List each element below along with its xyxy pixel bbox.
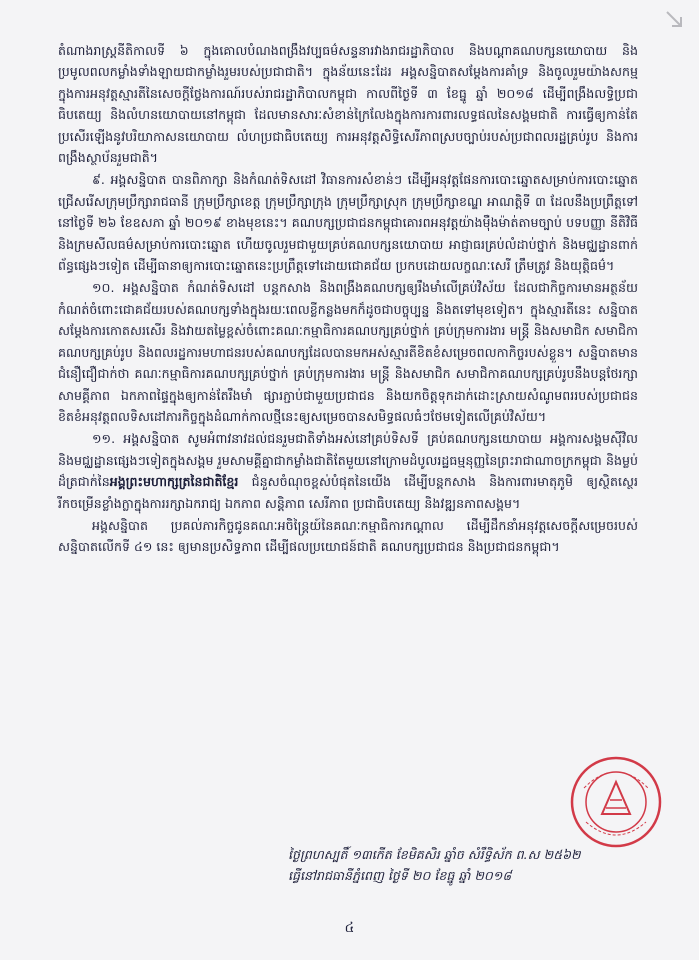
document-body [58, 40, 638, 558]
lunar-date-line: ថ្ងៃព្រហស្បតិ៍ ១៣កើត ខែមិគសិរ ឆ្នាំច សំរឹទ្ធិស័ក ព.ស ២៥៦២ [288, 847, 581, 862]
paragraph-continuation: តំណាងរាស្ត្រនីតិកាលទី ៦ ក្នុងគោលបំណងពង្រឹងវប្បធម៌សន្ទនារវាងរាជរដ្ឋាភិបាល និងបណ្ដាគណបក្សនយោបាយ និងប្រមូលពលកម្លាំងទាំងឡាយជាកម្លាំងរួមរបស់ប្រជាជាតិ។ ក្នុងន័យនេះដែរ អង្គសន្និបាតសម្ដែងការគាំទ្រ និងចូលរួមយ៉ាងសកម្មក្នុងការអនុវត្តស្មារតីនៃសេចក្ដីថ្លែងការណ៍របស់រាជរដ្ឋាភិបាលកម្ពុជា កាលពីថ្ងៃទី ៣ ខែធ្នូ ឆ្នាំ ២០១៨ ដើម្បីពង្រឹងលទ្ធិប្រជាធិបតេយ្យ និងលំហនយោបាយនៅកម្ពុជា ដែលមានសារៈសំខាន់ក្រៃលែងក្នុងការការពារលទ្ធផលនៃសង្គមជាតិ ការធ្វើឲ្យកាន់តែប្រសើរឡើងនូវបរិយាកាសនយោបាយ លំហប្រជាធិបតេយ្យ ការអនុវត្តសិទ្ធិសេរីភាពស្របច្បាប់របស់ប្រជាពលរដ្ឋគ្រប់រូប និងការពង្រឹងស្ថាប័នរួមជាតិ។ [58, 43, 638, 166]
date-signature-block [288, 844, 648, 886]
paragraph-item-11-text: ១១. អង្គសន្និបាត សូមអំពាវនាវដល់ជនរួមជាតិទាំងអស់នៅគ្រប់ទិសទី គ្រប់គណបក្សនយោបាយ អង្គការសង្គមស៊ីវិល និងមជ្ឈដ្ឋានផ្សេងៗទៀតក្នុងសង្គម រួមសាមគ្គីគ្នាជាកម្លាំងជាតិតែមួយនៅក្រោមដំបូលរដ្ឋធម្មនុញ្ញនៃព្រះរាជាណាចក្រកម្ពុជា និងម្លប់ដ៏ត្រជាក់នៃ [58, 431, 638, 490]
corner-arrow-icon [663, 8, 685, 30]
paragraph-item-11 [58, 428, 638, 514]
page-number: ៤ [344, 920, 355, 936]
king-title-bold: អង្គព្រះមហាក្សត្រនៃជាតិខ្មែរ [109, 474, 239, 490]
place-date-line: ធ្វើនៅរាជធានីភ្នំពេញ ថ្ងៃទី ២០ ខែធ្នូ ឆ្នាំ ២០១៨ [288, 868, 512, 883]
paragraph-item-10: ១០. អង្គសន្និបាត កំណត់ទិសដៅ បន្តកសាង និងពង្រឹងគណបក្សឲ្យរឹងមាំលើគ្រប់វិស័យ ដែលជាកិច្ចការមានអត្ថន័យកំណត់ចំពោះជោគជ័យរបស់គណបក្សទាំងក្នុងរយៈពេលខ្លីកន្លងមកក៏ដូចជាបច្ចុប្បន្ន និងតទៅមុខទៀត។ ក្នុងស្មារតីនេះ សន្និបាតសម្ដែងការកោតសរសើរ និងវាយតម្លៃខ្ពស់ចំពោះគណៈកម្មាធិការគណបក្សគ្រប់ថ្នាក់ គ្រប់ក្រុមការងារ មន្ត្រី និងសមាជិក សមាជិកាគណបក្សគ្រប់រូប និងពលរដ្ឋការមហាជនរបស់គណបក្សដែលបានមកអស់ស្មារតីខិតខំសម្រេចពលកាកិច្ចរបស់ខ្លួន។ សន្និបាតមានជំនឿជឿជាក់ថា គណៈកម្មាធិការគណបក្សគ្រប់ថ្នាក់ គ្រប់ក្រុមការងារ មន្ត្រី និងសមាជិក សមាជិកាគណបក្សគ្រប់រូបនឹងបន្តថែរក្សាសាមគ្គីភាព ឯកភាពផ្ទៃក្នុងឲ្យកាន់តែរឹងមាំ ផ្សារភ្ជាប់ជាមួយប្រជាជន និងយកចិត្តទុកដាក់ដោះស្រាយសំណូមពររបស់ប្រជាជន ខិតខំអនុវត្តពលទិសដៅភារកិច្ចក្នុងដំណាក់កាលថ្មីនេះឲ្យសម្រេចបានសមិទ្ធផលធំៗថែមទៀតលើគ្រប់វិស័យ។ [58, 280, 638, 424]
paragraph-closing: អង្គសន្និបាត ប្រគល់ភារកិច្ចជូនគណៈអចិន្ត្រៃយ៍នៃគណៈកម្មាធិការកណ្ដាល ដើម្បីដឹកនាំអនុវត្តសេចក្ដីសម្រេចរបស់សន្និបាតលើកទី ៤១ នេះ ឲ្យមានប្រសិទ្ធភាព ដើម្បីផលប្រយោជន៍ជាតិ គណបក្សប្រជាជន និងប្រជាជនកម្ពុជា។ [58, 517, 638, 555]
party-seal-stamp [566, 752, 666, 852]
paragraph-item-9: ៩. អង្គសន្និបាត បានពិភាក្សា និងកំណត់ទិសដៅ វិធានការសំខាន់ៗ ដើម្បីអនុវត្តផែនការបោះឆ្នោតសម្រាប់ការបោះឆ្នោតជ្រើសរើសក្រុមប្រឹក្សារាជធានី ក្រុមប្រឹក្សាខេត្ត ក្រុមប្រឹក្សាក្រុង ក្រុមប្រឹក្សាស្រុក ក្រុមប្រឹក្សាខណ្ឌ អាណត្តិទី ៣ ដែលនឹងប្រព្រឹត្តទៅនៅថ្ងៃទី ២៦ ខែឧសភា ឆ្នាំ ២០១៩ ខាងមុខនេះ។ គណបក្សប្រជាជនកម្ពុជាគោរពអនុវត្តយ៉ាងម៉ឺងម៉ាត់តាមច្បាប់ បទបញ្ញា នីតិវិធី និងក្រមសីលធម៌សម្រាប់ការបោះឆ្នោត ហើយចូលរួមជាមួយគ្រប់គណបក្សនយោបាយ អាជ្ញាធរគ្រប់លំដាប់ថ្នាក់ និងមជ្ឈដ្ឋានពាក់ព័ន្ធផ្សេងៗទៀត ដើម្បីធានាឲ្យការបោះឆ្នោតនេះប្រព្រឹត្តទៅដោយជោគជ័យ ប្រកបដោយលក្ខណៈសេរី ត្រឹមត្រូវ និងយុត្តិធម៌។ [58, 172, 638, 274]
paragraph-item-11-tail: ជំនួសចំណុចខ្ពស់បំផុតនៃយើង ដើម្បីបន្តកសាង និងការពារមាតុភូមិ ឲ្យស្ថិតស្ថេរ រីកចម្រើនខ្លាំងក្លាក្នុងការរក្សាឯករាជ្យ ឯកភាព សន្តិភាព សេរីភាព ប្រជាធិបតេយ្យ និងវឌ្ឍនភាពសង្គម។ [58, 474, 638, 511]
